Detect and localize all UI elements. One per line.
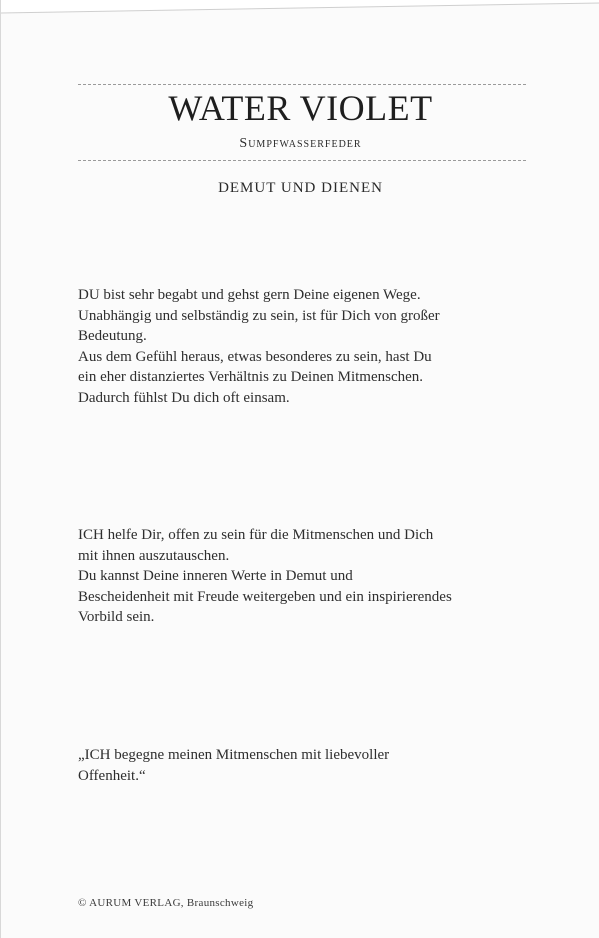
- text-line: Unabhängig und selbständig zu sein, ist für Dich von großer: [78, 307, 440, 324]
- paragraph-description: [78, 285, 538, 408]
- text-line: Dadurch fühlst Du dich oft einsam.: [78, 389, 290, 406]
- text-line: DU bist sehr begabt und gehst gern Deine eigenen Wege.: [78, 287, 421, 303]
- paragraph-help: [78, 525, 538, 628]
- text-line: Offenheit.“: [78, 767, 146, 784]
- text-line: Du kannst Deine inneren Werte in Demut und: [78, 568, 353, 584]
- card-title: WATER VIOLET: [168, 88, 433, 128]
- text-line: Vorbild sein.: [78, 609, 155, 625]
- title-rule-bottom: [78, 160, 526, 161]
- text-line: „ICH begegne meinen Mitmenschen mit liebevoller: [78, 747, 390, 763]
- text-line: ein eher distanziertes Verhältnis zu Deinen Mitmenschen.: [78, 369, 424, 385]
- text-line: Bedeutung.: [78, 328, 147, 344]
- text-line: Aus dem Gefühl heraus, etwas besonderes zu sein, hast Du: [78, 348, 432, 365]
- card-top-edge: [1, 0, 599, 14]
- text-line: Bescheidenheit mit Freude weitergeben und ein inspirierendes: [78, 588, 452, 605]
- card-subtitle: Sumpfwasserfeder: [239, 136, 362, 151]
- text-line: mit ihnen auszutauschen.: [78, 547, 230, 564]
- title-rule-top: [78, 84, 526, 85]
- card-theme: DEMUT UND DIENEN: [218, 180, 383, 196]
- affirmation-quote: [78, 745, 538, 786]
- text-line: ICH helfe Dir, offen zu sein für die Mitmenschen und Dich: [78, 527, 434, 543]
- copyright-footer: © AURUM VERLAG, Braunschweig: [78, 897, 254, 909]
